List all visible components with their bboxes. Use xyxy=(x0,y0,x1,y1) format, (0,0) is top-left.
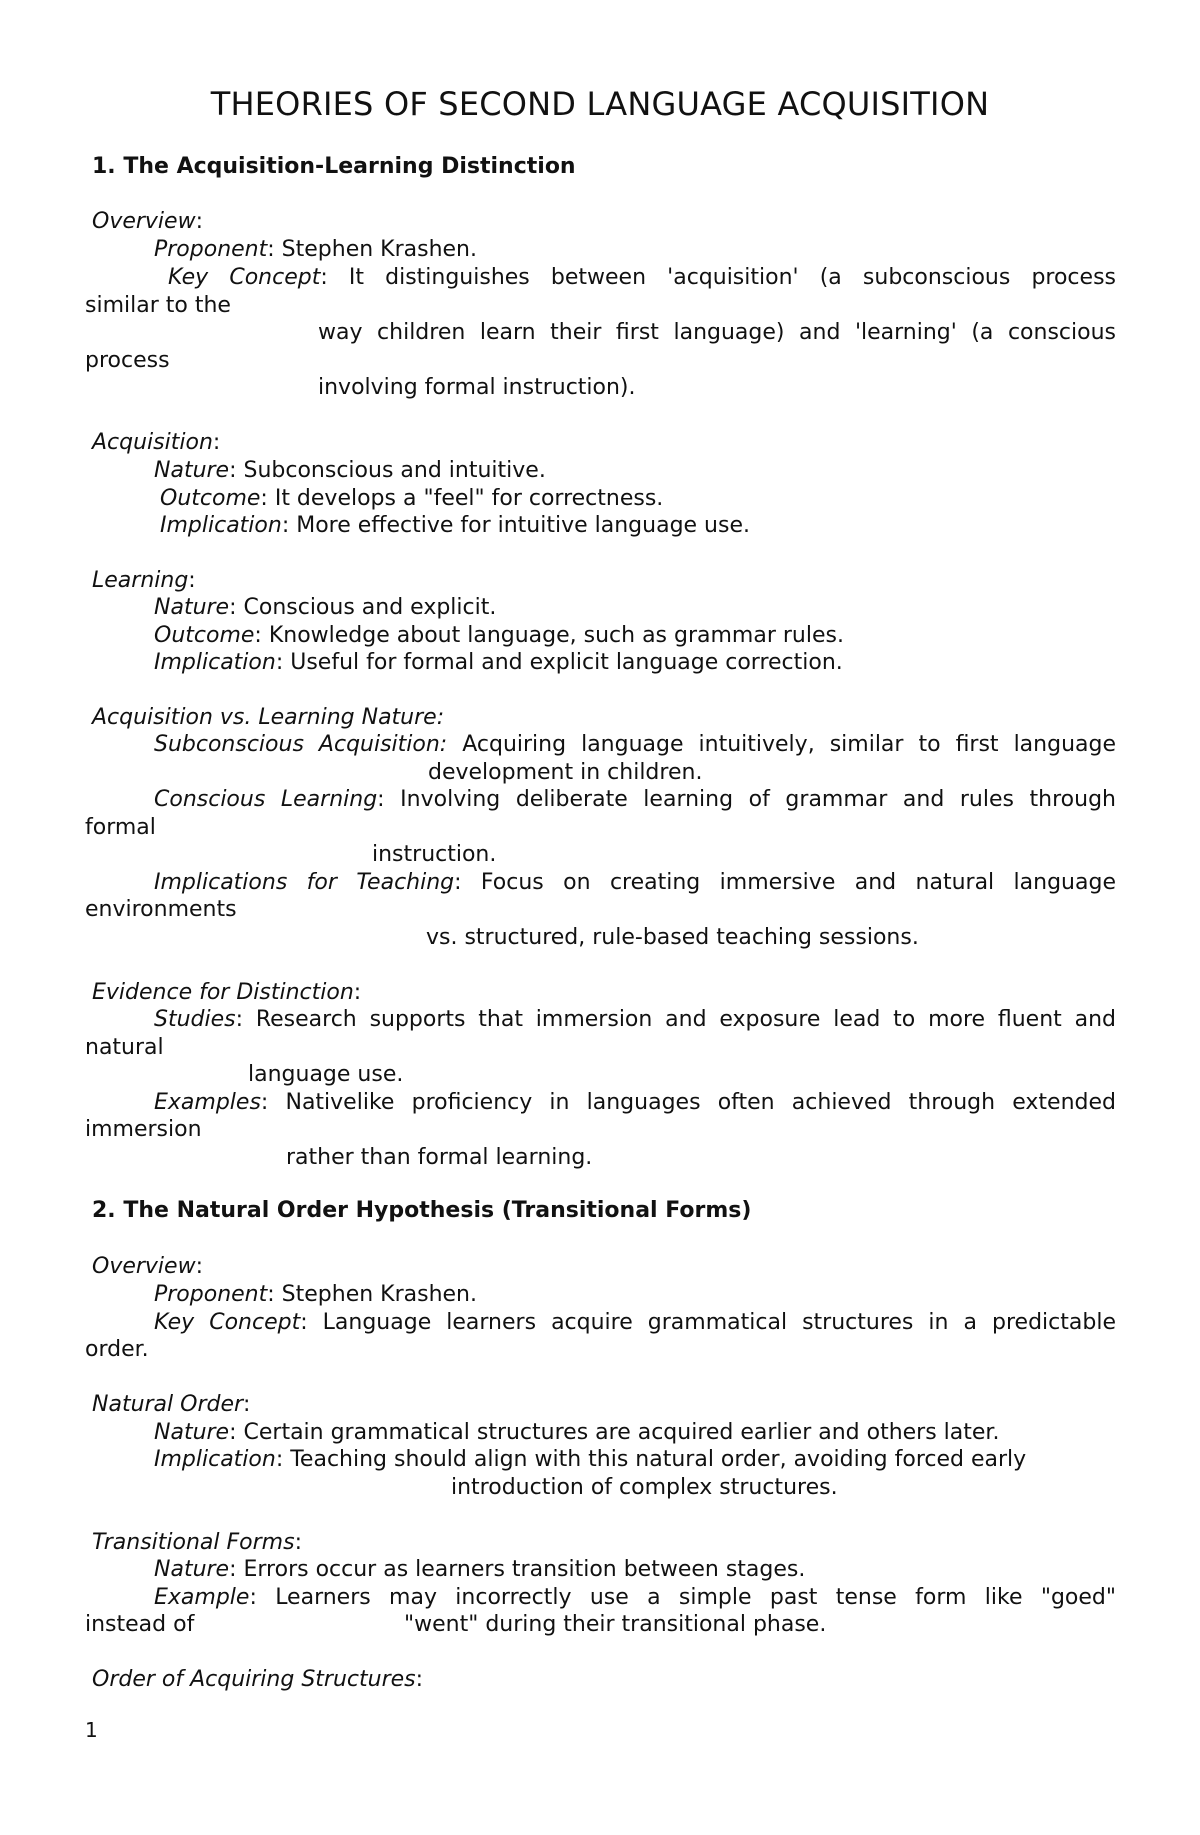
section-1-heading: 1. The Acquisition-Learning Distinction xyxy=(92,154,576,179)
key-concept-line-s2: Key Concept: Language learners acquire grammatical structures in a predictable xyxy=(154,1310,1116,1335)
studies-wrap: natural xyxy=(85,1035,164,1060)
studies-line: Studies: Research supports that immersion and exposure lead to more fluent and xyxy=(154,1007,1116,1032)
acquisition-vs-learning-label: Acquisition vs. Learning Nature: xyxy=(92,705,445,730)
conscious-learning-wrap: formal xyxy=(85,815,156,840)
key-concept-line-2: way children learn their first language) and 'learning' (a conscious xyxy=(318,320,1116,345)
natural-order-implication: Implication: Teaching should align with this natural order, avoiding forced early xyxy=(154,1447,1027,1472)
transitional-example-line: Example: Learners may incorrectly use a simple past tense form like "goed" xyxy=(154,1585,1116,1610)
document-title: THEORIES OF SECOND LANGUAGE ACQUISITION xyxy=(210,85,990,123)
overview-label-2: Overview: xyxy=(92,1254,203,1279)
acquisition-outcome: Outcome: It develops a "feel" for correctness. xyxy=(160,486,664,511)
examples-line: Examples: Nativelike proficiency in languages often achieved through extended xyxy=(154,1090,1116,1115)
examples-cont: rather than formal learning. xyxy=(286,1145,593,1170)
transitional-nature: Nature: Errors occur as learners transition between stages. xyxy=(154,1557,806,1582)
evidence-label: Evidence for Distinction: xyxy=(92,980,362,1005)
teaching-implications-wrap: environments xyxy=(85,897,237,922)
learning-outcome: Outcome: Knowledge about language, such as grammar rules. xyxy=(154,623,844,648)
studies-cont: language use. xyxy=(248,1062,404,1087)
acquisition-label: Acquisition: xyxy=(92,430,221,455)
acquisition-nature: Nature: Subconscious and intuitive. xyxy=(154,458,546,483)
natural-order-implication-cont: introduction of complex structures. xyxy=(451,1475,838,1500)
subconscious-acquisition-line: Subconscious Acquisition: Acquiring language intuitively, similar to first language xyxy=(154,732,1116,757)
learning-implication: Implication: Useful for formal and explicit language correction. xyxy=(154,650,843,675)
key-concept-line-1: Key Concept: It distinguishes between 'acquisition' (a subconscious process xyxy=(168,265,1116,290)
learning-label: Learning: xyxy=(92,568,196,593)
key-concept-wrap-2: process xyxy=(85,348,170,373)
section-2-heading: 2. The Natural Order Hypothesis (Transitional Forms) xyxy=(92,1198,752,1223)
conscious-learning-line: Conscious Learning: Involving deliberate learning of grammar and rules through xyxy=(154,787,1116,812)
transitional-forms-label: Transitional Forms: xyxy=(92,1530,302,1555)
transitional-example-cont: "went" during their transitional phase. xyxy=(404,1612,827,1637)
teaching-implications-cont: vs. structured, rule-based teaching sessions. xyxy=(426,925,919,950)
natural-order-nature: Nature: Certain grammatical structures are acquired earlier and others later. xyxy=(154,1420,1000,1445)
conscious-learning-cont: instruction. xyxy=(372,842,497,867)
key-concept-wrap-s2: order. xyxy=(85,1337,149,1362)
subconscious-acquisition-cont: development in children. xyxy=(428,760,703,785)
proponent-line-1: Proponent: Stephen Krashen. xyxy=(154,237,477,262)
acquisition-implication: Implication: More effective for intuitive language use. xyxy=(160,513,750,538)
proponent-line-2: Proponent: Stephen Krashen. xyxy=(154,1282,477,1307)
order-of-structures-label: Order of Acquiring Structures: xyxy=(92,1667,424,1692)
teaching-implications-line: Implications for Teaching: Focus on creating immersive and natural language xyxy=(154,870,1116,895)
key-concept-wrap-1: similar to the xyxy=(85,293,231,318)
learning-nature: Nature: Conscious and explicit. xyxy=(154,595,497,620)
transitional-example-wrap: instead of xyxy=(85,1612,195,1637)
page-number: 1 xyxy=(85,1718,98,1742)
key-concept-line-3: involving formal instruction). xyxy=(318,375,636,400)
natural-order-label: Natural Order: xyxy=(92,1392,251,1417)
overview-label-1: Overview: xyxy=(92,209,203,234)
examples-wrap: immersion xyxy=(85,1117,202,1142)
